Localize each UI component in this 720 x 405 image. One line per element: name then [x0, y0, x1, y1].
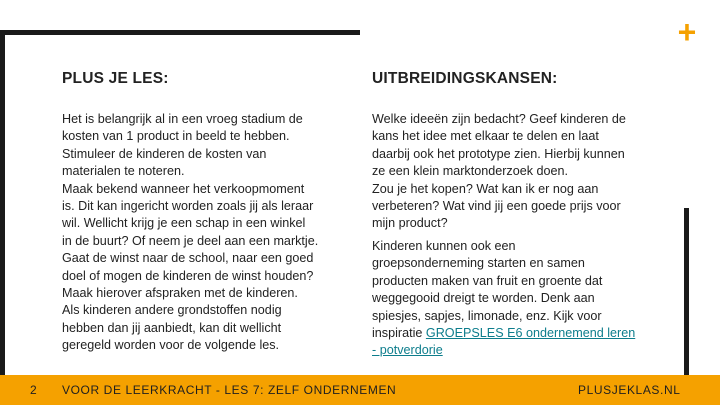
page-number: 2 — [30, 383, 38, 397]
heading-uitbreidingskansen: UITBREIDINGSKANSEN: — [372, 70, 558, 87]
footer-bar — [0, 375, 720, 405]
frame-left-bar — [0, 30, 5, 375]
footer-site: PLUSJEKLAS.NL — [578, 383, 681, 397]
paragraph-2-text: Kinderen kunnen ook een groepsonderneming starten en samen producten maken van fruit en groente dat weggegooid dreigt te worden. Denk aan spiesjes, sapjes, limonade, enz. Kijk voor inspiratie — [372, 239, 603, 341]
plus-icon: + — [677, 14, 697, 50]
frame-right-bar — [684, 208, 689, 375]
uitbreiding-paragraph-2 — [372, 238, 672, 360]
frame-top-bar — [0, 30, 360, 35]
footer-title: VOOR DE LEERKRACHT - LES 7: ZELF ONDERNEMEN — [62, 383, 397, 397]
uitbreiding-paragraph-1: Welke ideeën zijn bedacht? Geef kinderen de kans het idee met elkaar te delen en laat daarbij ook het prototype zien. Hierbij kunnen ze een klein marktonderzoek doen. Zou je het kopen? Wat kan ik er nog aan verbeteren? Wat vind jij een goede prijs voor mijn product? — [372, 112, 626, 231]
plus-je-les-text: Het is belangrijk al in een vroeg stadium de kosten van 1 product in beeld te hebben. Stimuleer de kinderen de kosten van materialen te noteren. Maak bekend wanneer het verkoopmoment is. Dit kan ingericht worden zoals jij als leraar wil. Wellicht krijg je een schap in een winkel in de buurt? Of neem je deel aan een marktje. Gaat de winst naar de school, naar een goed doel of mogen de kinderen de winst houden? Maak hierover afspraken met de kinderen. Als kinderen andere grondstoffen nodig hebben dan jij aanbiedt, kan dit wellicht geregeld worden voor de volgende les. — [62, 112, 319, 353]
groepsles-link[interactable]: GROEPSLES E6 ondernemend leren - potverdorie — [372, 326, 636, 358]
heading-plus-je-les: PLUS JE LES: — [62, 70, 169, 87]
